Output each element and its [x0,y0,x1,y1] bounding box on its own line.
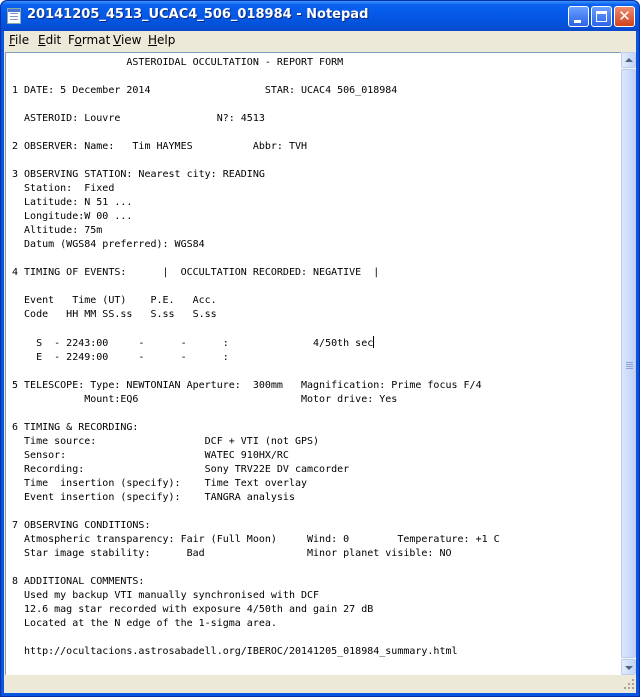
maximize-icon [596,11,607,22]
document-text-before-caret: ASTEROIDAL OCCULTATION - REPORT FORM 1 DATE: 5 December 2014 STAR: UCAC4 506_018984 ASTEROID: Louvre N?: 4513 2 OBSERVER: Name: Tim HAYMES Abbr: TVH 3 OBSERVING STATION: Nearest city: READING Station: Fixed Latitude: N 51 ... Longitude:W 00 ... Altitude: 75m Datum (WGS84 preferred): WGS84 4 TIMING OF EVENTS: | OCCULTATION RECORDED: NEGATIVE | Event Time (UT) P.E. Acc. Code HH MM SS.ss S.ss S.ss S - 2243:00 - - : 4/50th sec [12,57,398,349]
menu-file-rest: ile [15,33,30,47]
document-text-after-caret: E - 2249:00 - - : 5 TELESCOPE: Type: NEWTONIAN Aperture: 300mm Magnification: Prime focus F/4 Mount:EQ6 Motor drive: Yes 6 TIMING & RECORDING: Time source: DCF + VTI (not GPS) Sensor: WATEC 910HX/RC Recording: Sony TRV22E DV camcorder Time insertion (specify): Time Text overlay Event insertion (specify): TANGRA analysis 7 OBSERVING CONDITIONS: Atmospheric transparency: Fair (Full Moon) Wind: 0 Temperature: +1 C Star image stability: Bad Minor planet visible: NO 8 ADDITIONAL COMMENTS: Used my backup VTI manually synchronised with DCF 12.6 mag star recorded with exposure 4/50th and gain 27 dB Located at the N edge of the 1-sigma area. http://ocultacions.astrosabadell.org/IBEROC/20141205_018984_summary.html [12,352,500,657]
text-caret [373,336,374,348]
menu-bar [4,31,636,51]
scroll-down-button[interactable] [621,659,636,675]
menu-view-mnemonic: V [113,33,121,47]
menu-help-rest: elp [157,33,176,47]
menu-edit-rest: dit [45,33,62,47]
window-title: 20141205_4513_UCAC4_506_018984 - Notepad [27,7,369,22]
menu-file-mnemonic: F [9,33,16,47]
title-bar[interactable] [1,1,639,31]
menu-edit-mnemonic: E [38,33,46,47]
close-icon: ✕ [618,7,631,25]
menu-format-mnemonic: o [74,33,82,47]
menu-format-rest: rmat [81,33,111,47]
maximize-button[interactable] [591,6,612,27]
menu-view-rest: iew [120,33,142,47]
client-area [4,51,636,693]
arrow-down-icon [625,666,633,670]
minimize-icon [574,20,581,23]
scroll-up-button[interactable] [621,52,636,68]
menu-format[interactable] [68,33,110,47]
menu-help[interactable] [148,33,175,47]
menu-edit[interactable] [38,33,61,47]
arrow-up-icon [625,58,633,62]
document-text[interactable] [12,56,500,659]
menu-help-mnemonic: H [148,33,158,47]
scrollbar-thumb[interactable] [621,69,636,658]
close-button[interactable] [614,6,635,27]
resize-grip[interactable] [621,676,636,691]
menu-file[interactable] [9,33,29,47]
thumb-grip-icon [626,362,633,363]
menu-view[interactable] [113,33,141,47]
text-editor[interactable] [5,52,621,675]
vertical-scrollbar[interactable] [621,52,636,675]
minimize-button[interactable] [568,6,589,27]
menu-format-first: F [68,33,75,47]
notepad-icon[interactable] [7,8,21,24]
